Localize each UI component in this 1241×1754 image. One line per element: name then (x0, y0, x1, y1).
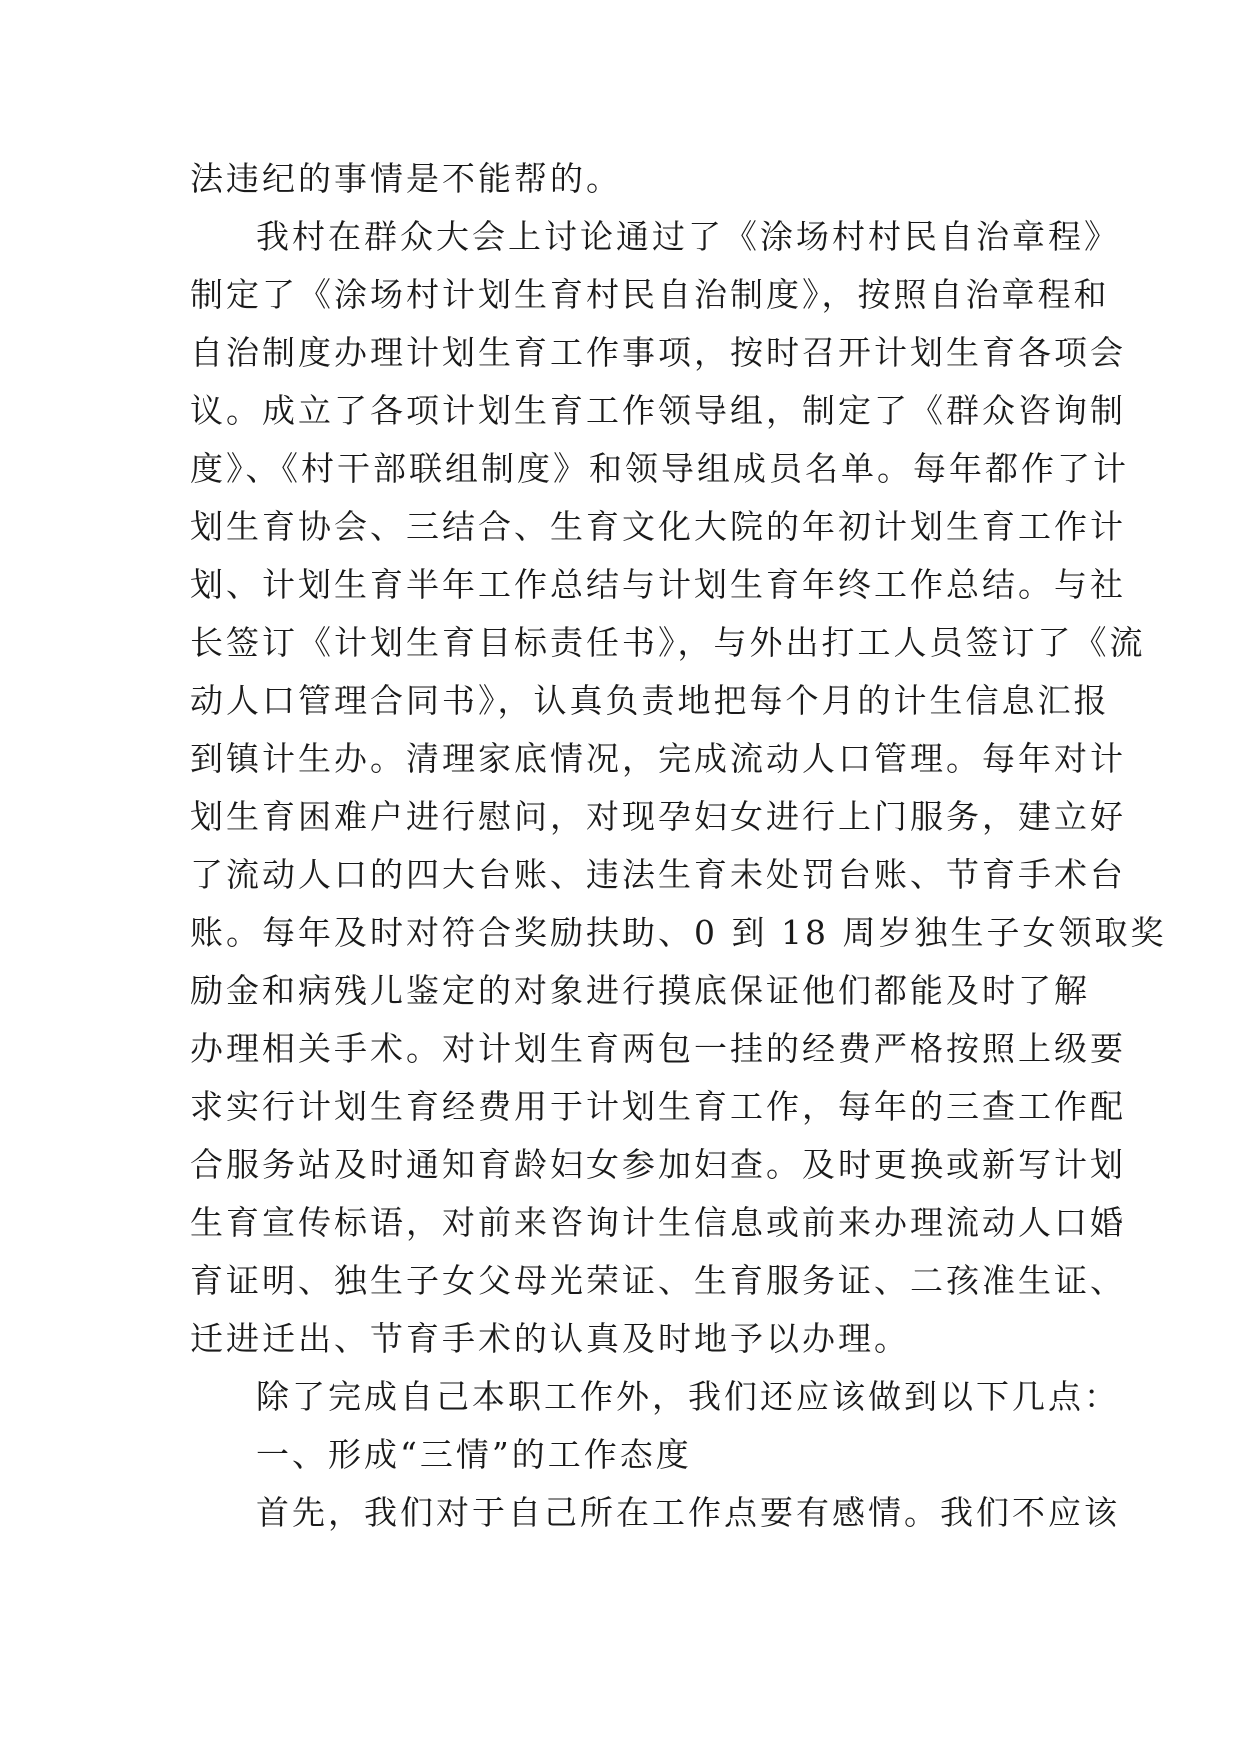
text-line: 划生育协会、三结合、生育文化大院的年初计划生育工作计 (190, 507, 1126, 546)
section-heading: 一、形成“三情”的工作态度 (256, 1435, 692, 1474)
text-line: 议。成立了各项计划生育工作领导组，制定了《群众咨询制 (190, 391, 1126, 430)
text-line: 我村在群众大会上讨论通过了《涂场村村民自治章程》 (256, 217, 1120, 256)
text-line: 自治制度办理计划生育工作事项，按时召开计划生育各项会 (190, 333, 1126, 372)
document-body (190, 150, 1167, 1542)
text-line: 办理相关手术。对计划生育两包一挂的经费严格按照上级要 (190, 1029, 1126, 1068)
text-line: 除了完成自己本职工作外，我们还应该做到以下几点： (256, 1377, 1120, 1416)
text-line: 励金和病残儿鉴定的对象进行摸底保证他们都能及时了解 (190, 971, 1090, 1010)
text-line: 账。每年及时对符合奖励扶助、0 到 18 周岁独生子女领取奖 (190, 913, 1167, 952)
text-line: 制定了《涂场村计划生育村民自治制度》，按照自治章程和 (190, 275, 1110, 314)
text-line: 划、计划生育半年工作总结与计划生育年终工作总结。与社 (190, 565, 1126, 604)
text-line: 划生育困难户进行慰问，对现孕妇女进行上门服务，建立好 (190, 797, 1126, 836)
text-line: 首先，我们对于自己所在工作点要有感情。我们不应该 (256, 1493, 1120, 1532)
text-line: 生育宣传标语，对前来咨询计生信息或前来办理流动人口婚 (190, 1203, 1126, 1242)
text-line: 了流动人口的四大台账、违法生育未处罚台账、节育手术台 (190, 855, 1126, 894)
text-line: 育证明、独生子女父母光荣证、生育服务证、二孩准生证、 (190, 1261, 1126, 1300)
text-line: 法违纪的事情是不能帮的。 (190, 159, 622, 198)
text-line: 度》、《村干部联组制度》和领导组成员名单。每年都作了计 (190, 449, 1129, 488)
text-line: 长签订《计划生育目标责任书》，与外出打工人员签订了《流 (190, 623, 1146, 662)
text-line: 动人口管理合同书》，认真负责地把每个月的计生信息汇报 (190, 681, 1110, 720)
text-line: 求实行计划生育经费用于计划生育工作，每年的三查工作配 (190, 1087, 1126, 1126)
text-line: 合服务站及时通知育龄妇女参加妇查。及时更换或新写计划 (190, 1145, 1126, 1184)
text-line: 迁进迁出、节育手术的认真及时地予以办理。 (190, 1319, 910, 1358)
text-line: 到镇计生办。清理家底情况，完成流动人口管理。每年对计 (190, 739, 1126, 778)
